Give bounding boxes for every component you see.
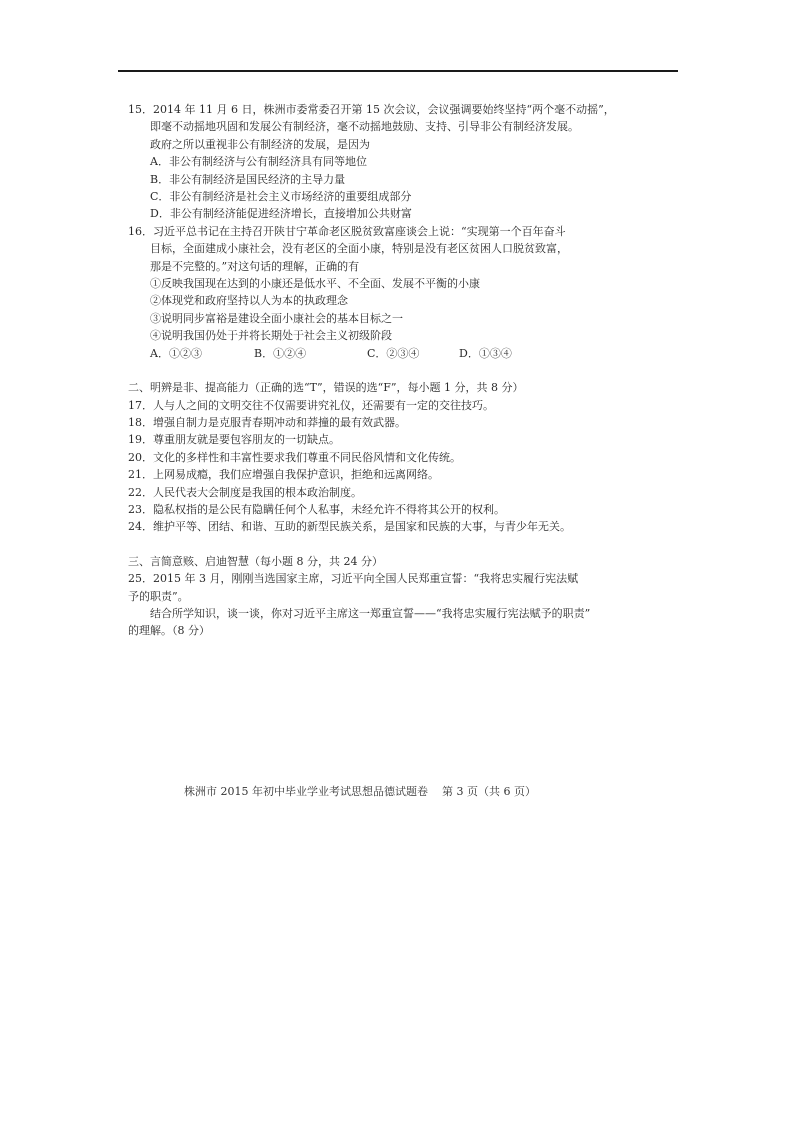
q15-stem-line-2: 即毫不动摇地巩固和发展公有制经济，毫不动摇地鼓励、支持、引导非公有制经济发展。 — [150, 120, 579, 134]
footer-page-number: 第 3 页（共 6 页） — [442, 785, 536, 798]
q16-option-c: C．②③④ — [367, 346, 420, 360]
q15-option-b: B．非公有制经济是国民经济的主导力量 — [150, 172, 346, 186]
question-24: 24．维护平等、团结、和谐、互助的新型民族关系，是国家和民族的大事，与青少年无关。 — [128, 520, 571, 534]
q16-statement-3: ③说明同步富裕是建设全面小康社会的基本目标之一 — [150, 311, 403, 325]
question-15 — [128, 101, 668, 223]
section-2 — [128, 379, 668, 536]
header-rule — [118, 70, 678, 72]
q16-option-b: B．①②④ — [254, 346, 307, 360]
section-gap — [128, 536, 668, 553]
q25-line-4: 的理解。（8 分） — [128, 624, 210, 638]
section-2-title: 二、明辨是非、提高能力（正确的选“T”，错误的选“F”，每小题 1 分，共 8 分） — [128, 381, 524, 395]
page-footer — [184, 783, 536, 799]
q16-options — [128, 345, 668, 362]
q16-option-d: D．①③④ — [459, 346, 512, 360]
exam-page-content — [128, 101, 668, 640]
q25-line-2: 予的职责”。 — [128, 589, 189, 603]
question-16 — [128, 223, 668, 362]
q16-option-a: A．①②③ — [150, 346, 202, 360]
section-3-title: 三、言简意赅、启迪智慧（每小题 8 分，共 24 分） — [128, 554, 383, 568]
q15-stem-line-3: 政府之所以重视非公有制经济的发展，是因为 — [150, 137, 370, 151]
q16-stem-line-3: 那是不完整的。”对这句话的理解，正确的有 — [150, 259, 360, 273]
q25-line-1: 25．2015 年 3 月，刚刚当选国家主席，习近平向全国人民郑重宣誓：“我将忠实履行宪法赋 — [128, 572, 579, 586]
question-19: 19．尊重朋友就是要包容朋友的一切缺点。 — [128, 433, 340, 447]
q15-option-c: C．非公有制经济是社会主义市场经济的重要组成部分 — [150, 190, 412, 204]
question-20: 20．文化的多样性和丰富性要求我们尊重不同民俗风情和文化传统。 — [128, 450, 461, 464]
section-3 — [128, 553, 668, 640]
q25-line-3: 结合所学知识，谈一谈，你对习近平主席这一郑重宣誓——“我将忠实履行宪法赋予的职责” — [150, 606, 591, 620]
q16-statement-2: ②体现党和政府坚持以人为本的执政理念 — [150, 294, 348, 308]
section-gap — [128, 362, 668, 379]
question-18: 18．增强自制力是克服青春期冲动和莽撞的最有效武器。 — [128, 415, 406, 429]
q16-statement-4: ④说明我国仍处于并将长期处于社会主义初级阶段 — [150, 329, 392, 343]
q16-stem-line-2: 目标，全面建成小康社会，没有老区的全面小康，特别是没有老区贫困人口脱贫致富， — [150, 242, 568, 256]
q15-option-a: A．非公有制经济与公有制经济具有同等地位 — [150, 155, 367, 169]
q16-stem-line-1: 16．习近平总书记在主持召开陕甘宁革命老区脱贫致富座谈会上说：“实现第一个百年奋斗 — [128, 224, 566, 238]
q15-stem-line-1: 15．2014 年 11 月 6 日，株洲市委常委召开第 15 次会议，会议强调要始终坚持“两个毫不动摇”， — [128, 103, 615, 116]
question-22: 22．人民代表大会制度是我国的根本政治制度。 — [128, 485, 362, 499]
q16-statement-1: ①反映我国现在达到的小康还是低水平、不全面、发展不平衡的小康 — [150, 277, 480, 291]
question-23: 23．隐私权指的是公民有隐瞒任何个人私事，未经允许不得将其公开的权利。 — [128, 502, 505, 516]
question-21: 21．上网易成瘾，我们应增强自我保护意识，拒绝和远离网络。 — [128, 468, 439, 482]
footer-exam-title: 株洲市 2015 年初中毕业学业考试思想品德试题卷 — [184, 785, 428, 798]
q15-option-d: D．非公有制经济能促进经济增长，直接增加公共财富 — [150, 207, 412, 221]
question-17: 17．人与人之间的文明交往不仅需要讲究礼仪，还需要有一定的交往技巧。 — [128, 398, 494, 412]
